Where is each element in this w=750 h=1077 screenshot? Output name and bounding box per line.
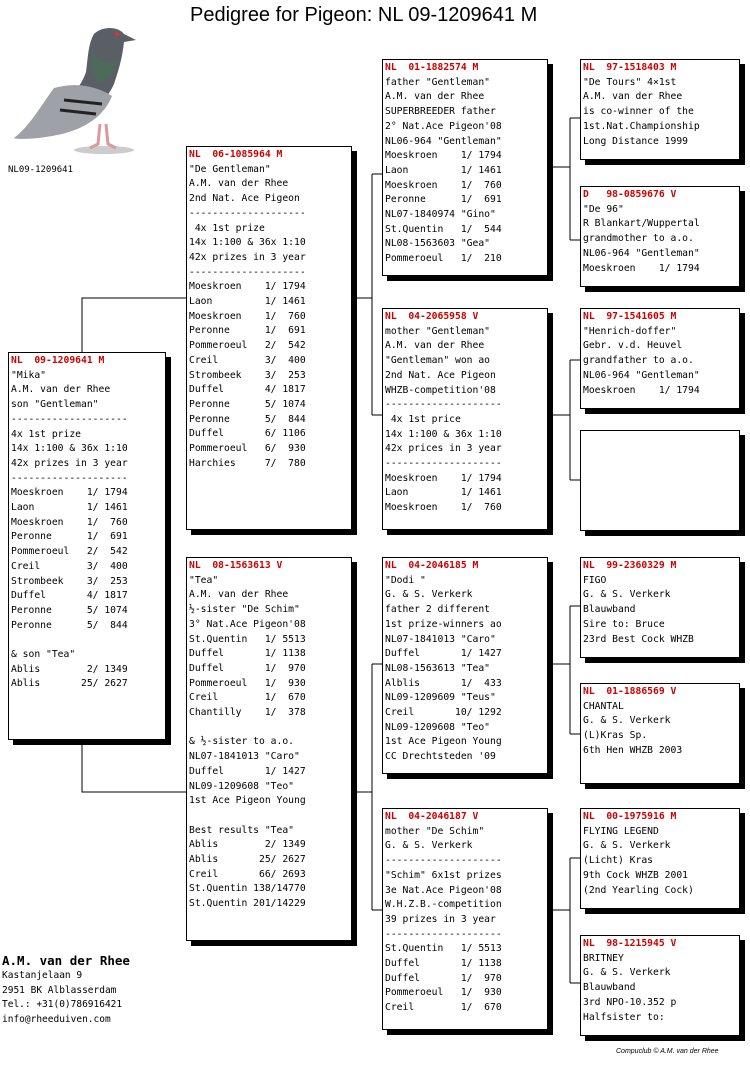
- pedigree-box-ggm-1: [580, 186, 740, 287]
- pedigree-line: Pommeroeul 1/ 210: [385, 253, 502, 265]
- pedigree-line: "Dodi ": [385, 574, 426, 586]
- ring-number: NL 04-2046187 V: [385, 811, 479, 822]
- pedigree-line: ½-sister "De Schim": [189, 604, 300, 616]
- pedigree-line: SUPERBREEDER father: [385, 106, 496, 118]
- pedigree-line: 2° Nat.Ace Pigeon'08: [385, 120, 502, 132]
- pedigree-line: Duffel 1/ 970: [385, 972, 502, 984]
- pedigree-line: St.Quentin 138/14770: [189, 883, 306, 895]
- pedigree-line: Alblis 1/ 433: [385, 677, 502, 689]
- pedigree-box-father: [186, 146, 352, 530]
- pedigree-line: G. & S. Verkerk: [583, 967, 671, 979]
- pedigree-line: Pommeroeul 1/ 930: [385, 987, 502, 999]
- pedigree-box-subject: [8, 352, 166, 740]
- pedigree-line: St.Quentin 1/ 5513: [189, 633, 306, 645]
- pedigree-line: Strombeek 3/ 253: [189, 369, 306, 381]
- pedigree-line: R Blankart/Wuppertal: [583, 218, 700, 230]
- pedigree-box-maternal-grandfather: [382, 557, 548, 774]
- owner-street: Kastanjelaan 9: [2, 970, 83, 981]
- pedigree-line: Moeskroen 1/ 1794: [189, 281, 306, 293]
- pedigree-line: A.M. van der Rhee: [583, 91, 683, 103]
- pedigree-line: Duffel 1/ 1138: [189, 648, 306, 660]
- pedigree-line: Moeskroen 1/ 1794: [583, 384, 700, 396]
- pedigree-box-ggf-2: [580, 308, 740, 409]
- pedigree-line: Duffel 1/ 970: [189, 662, 306, 674]
- pedigree-line: father 2 different: [385, 604, 490, 616]
- pedigree-line: --------------------: [189, 266, 306, 278]
- pedigree-line: 1st.Nat.Championship: [583, 120, 700, 132]
- pedigree-line: 42x prizes in 3 year: [11, 457, 128, 469]
- pedigree-line: BRITNEY: [583, 952, 624, 964]
- pedigree-line: Ablis 25/ 2627: [11, 678, 128, 690]
- owner-tel: Tel.: +31(0)786916421: [2, 999, 123, 1010]
- pedigree-line: St.Quentin 201/14229: [189, 898, 306, 910]
- pedigree-line: grandmother to a.o.: [583, 233, 694, 245]
- pedigree-line: father "Gentleman": [385, 76, 490, 88]
- pedigree-line: [189, 721, 349, 736]
- pedigree-line: mother "Gentleman": [385, 325, 490, 337]
- pedigree-line: 3e Nat.Ace Pigeon'08: [385, 884, 502, 896]
- ring-number: NL 97-1541605 M: [583, 311, 677, 322]
- pedigree-line: 9th Cock WHZB 2001: [583, 869, 688, 881]
- pedigree-line: 3rd NPO-10.352 p: [583, 996, 677, 1008]
- pedigree-line: Peronne 1/ 691: [11, 531, 128, 543]
- pedigree-line: & son "Tea": [11, 649, 76, 661]
- ring-number: NL 08-1563613 V: [189, 560, 283, 571]
- pedigree-line: A.M. van der Rhee: [11, 384, 111, 396]
- pedigree-line: NL09-1209608 "Teo": [385, 721, 490, 733]
- pedigree-line: [11, 633, 163, 648]
- pedigree-line: NL06-964 "Gentleman": [583, 247, 700, 259]
- pedigree-line: --------------------: [385, 458, 502, 470]
- ring-number: NL 04-2065958 V: [385, 311, 479, 322]
- pedigree-line: A.M. van der Rhee: [189, 589, 289, 601]
- pedigree-line: Ablis 2/ 1349: [11, 663, 128, 675]
- pedigree-line: "Schim" 6x1st prizes: [385, 869, 502, 881]
- pedigree-line: FLYING LEGEND: [583, 825, 659, 837]
- pedigree-line: Creil 10/ 1292: [385, 707, 502, 719]
- pedigree-line: --------------------: [189, 207, 306, 219]
- pedigree-line: Duffel 1/ 1138: [385, 958, 502, 970]
- pedigree-line: Moeskroen 1/ 1794: [385, 472, 502, 484]
- pedigree-line: Moeskroen 1/ 1794: [11, 487, 128, 499]
- pedigree-line: 6th Hen WHZB 2003: [583, 744, 683, 756]
- pedigree-line: 1st prize-winners ao: [385, 618, 502, 630]
- owner-email[interactable]: info@rheeduiven.com: [2, 1013, 111, 1025]
- ring-number: NL 06-1085964 M: [189, 149, 283, 160]
- credit: Compuclub © A.M. van der Rhee: [616, 1048, 719, 1055]
- pedigree-line: Creil 3/ 400: [11, 560, 128, 572]
- ring-number: NL 01-1882574 M: [385, 62, 479, 73]
- pedigree-line: Laon 1/ 1461: [11, 502, 128, 514]
- pedigree-line: mother "De Schim": [385, 825, 485, 837]
- pedigree-line: Peronne 5/ 844: [11, 619, 128, 631]
- pedigree-line: & ½-sister to a.o.: [189, 736, 294, 748]
- pedigree-line: NL06-964 "Gentleman": [583, 369, 700, 381]
- pedigree-line: Gebr. v.d. Heuvel: [583, 340, 683, 352]
- pedigree-line: Moeskroen 1/ 760: [385, 179, 502, 191]
- pedigree-line: G. & S. Verkerk: [385, 589, 473, 601]
- pedigree-line: Pommeroeul 2/ 542: [189, 340, 306, 352]
- pedigree-line: St.Quentin 1/ 544: [385, 223, 502, 235]
- pedigree-line: Duffel 4/ 1817: [11, 590, 128, 602]
- pedigree-box-ggm-2: [580, 430, 740, 531]
- pedigree-line: 23rd Best Cock WHZB: [583, 633, 694, 645]
- pedigree-box-mother: [186, 557, 352, 941]
- pedigree-line: NL08-1563613 "Tea": [385, 662, 490, 674]
- pedigree-line: --------------------: [385, 928, 502, 940]
- pedigree-line: FIGO: [583, 574, 607, 586]
- pedigree-line: Moeskroen 1/ 760: [11, 516, 128, 528]
- pedigree-line: NL06-964 "Gentleman": [385, 135, 502, 147]
- pedigree-box-ggf-3: [580, 557, 740, 658]
- pedigree-line: 39 prizes in 3 year: [385, 913, 496, 925]
- pedigree-line: --------------------: [11, 413, 128, 425]
- pedigree-line: NL07-1841013 "Caro": [189, 751, 300, 763]
- pedigree-line: Pommeroeul 2/ 542: [11, 546, 128, 558]
- pedigree-box-ggm-4: [580, 935, 740, 1036]
- pedigree-line: "Gentleman" won ao: [385, 355, 490, 367]
- pedigree-line: Ablis 2/ 1349: [189, 839, 306, 851]
- pedigree-line: is co-winner of the: [583, 106, 694, 118]
- ring-number: NL 98-1215945 V: [583, 938, 677, 949]
- pedigree-line: 4x 1st price: [385, 413, 461, 425]
- pedigree-line: Creil 66/ 2693: [189, 868, 306, 880]
- pedigree-line: grandfather to a.o.: [583, 355, 694, 367]
- owner-address: [2, 952, 130, 1027]
- pedigree-line: NL09-1209609 "Teus": [385, 692, 496, 704]
- pedigree-line: --------------------: [385, 399, 502, 411]
- pedigree-box-ggm-3: [580, 683, 740, 784]
- pedigree-line: Duffel 4/ 1817: [189, 384, 306, 396]
- ring-number: NL 09-1209641 M: [11, 355, 105, 366]
- pedigree-line: 42x prizes in 3 year: [189, 251, 306, 263]
- pedigree-line: A.M. van der Rhee: [189, 178, 289, 190]
- pedigree-line: "De Tours" 4×1st: [583, 76, 677, 88]
- pedigree-line: Blauwband: [583, 982, 636, 994]
- pedigree-line: 1st Ace Pigeon Young: [385, 736, 502, 748]
- pedigree-line: [189, 809, 349, 824]
- pigeon-id: NL09-1209641: [8, 165, 74, 175]
- pedigree-line: 42x prices in 3 year: [385, 443, 502, 455]
- pedigree-line: 14x 1:100 & 36x 1:10: [385, 428, 502, 440]
- pedigree-line: Peronne 5/ 1074: [189, 398, 306, 410]
- pedigree-line: "Henrich-doffer": [583, 325, 677, 337]
- pedigree-line: "Mika": [11, 369, 46, 381]
- pedigree-line: G. & S. Verkerk: [583, 715, 671, 727]
- pedigree-line: Moeskroen 1/ 1794: [385, 150, 502, 162]
- page-title: Pedigree for Pigeon: NL 09-1209641 M: [190, 4, 538, 26]
- pedigree-line: NL08-1563603 "Gea": [385, 238, 490, 250]
- pedigree-line: Strombeek 3/ 253: [11, 575, 128, 587]
- pedigree-line: G. & S. Verkerk: [583, 589, 671, 601]
- ring-number: NL 00-1975916 M: [583, 811, 677, 822]
- pedigree-line: Creil 1/ 670: [189, 692, 306, 704]
- pedigree-line: Long Distance 1999: [583, 135, 688, 147]
- pedigree-line: Laon 1/ 1461: [189, 296, 306, 308]
- pedigree-line: "De Gentleman": [189, 163, 271, 175]
- pedigree-line: Halfsister to:: [583, 1011, 665, 1023]
- pedigree-line: Harchies 7/ 780: [189, 457, 306, 469]
- pedigree-line: NL09-1209608 "Teo": [189, 780, 294, 792]
- pedigree-line: Duffel 1/ 1427: [385, 648, 502, 660]
- ring-number: NL 99-2360329 M: [583, 560, 677, 571]
- pedigree-line: G. & S. Verkerk: [583, 840, 671, 852]
- pedigree-line: CHANTAL: [583, 700, 624, 712]
- pedigree-line: Sire to: Bruce: [583, 618, 665, 630]
- pedigree-line: Moeskroen 1/ 760: [385, 502, 502, 514]
- pedigree-line: son "Gentleman": [11, 399, 99, 411]
- pedigree-line: WHZB-competition'08: [385, 384, 496, 396]
- ring-number: NL 01-1886569 V: [583, 686, 677, 697]
- pedigree-line: 1st Ace Pigeon Young: [189, 795, 306, 807]
- pedigree-line: A.M. van der Rhee: [385, 340, 485, 352]
- pedigree-line: Laon 1/ 1461: [385, 164, 502, 176]
- pedigree-line: NL07-1841013 "Caro": [385, 633, 496, 645]
- pedigree-line: Duffel 1/ 1427: [189, 765, 306, 777]
- pedigree-line: Peronne 1/ 691: [385, 194, 502, 206]
- pedigree-line: 4x 1st prize: [189, 222, 265, 234]
- pedigree-line: Peronne 5/ 844: [189, 413, 306, 425]
- pedigree-line: 14x 1:100 & 36x 1:10: [189, 237, 306, 249]
- pedigree-line: 2nd Nat. Ace Pigeon: [385, 369, 496, 381]
- ring-number: NL 04-2046185 M: [385, 560, 479, 571]
- pedigree-line: Pommeroeul 1/ 930: [189, 677, 306, 689]
- pedigree-line: A.M. van der Rhee: [385, 91, 485, 103]
- owner-city: 2951 BK Alblasserdam: [2, 984, 117, 996]
- ring-number: NL 97-1518403 M: [583, 62, 677, 73]
- pedigree-line: NL07-1840974 "Gino": [385, 209, 496, 221]
- pedigree-line: Creil 1/ 670: [385, 1002, 502, 1014]
- pedigree-line: Best results "Tea": [189, 824, 294, 836]
- pedigree-line: Blauwband: [583, 604, 636, 616]
- pedigree-line: Duffel 6/ 1106: [189, 428, 306, 440]
- pedigree-line: Creil 3/ 400: [189, 354, 306, 366]
- pedigree-line: (2nd Yearling Cock): [583, 884, 694, 896]
- pedigree-line: --------------------: [11, 472, 128, 484]
- pedigree-line: 2nd Nat. Ace Pigeon: [189, 193, 300, 205]
- pedigree-line: St.Quentin 1/ 5513: [385, 943, 502, 955]
- pedigree-line: Moeskroen 1/ 760: [189, 310, 306, 322]
- pedigree-box-maternal-grandmother: [382, 808, 548, 1030]
- owner-name: A.M. van der Rhee: [2, 953, 130, 968]
- pedigree-line: --------------------: [385, 855, 502, 867]
- pedigree-line: Pommeroeul 6/ 930: [189, 443, 306, 455]
- pedigree-line: Peronne 5/ 1074: [11, 604, 128, 616]
- pedigree-line: 4x 1st prize: [11, 428, 81, 440]
- pedigree-box-paternal-grandmother: [382, 308, 548, 530]
- pedigree-line: 3° Nat.Ace Pigeon'08: [189, 618, 306, 630]
- pedigree-line: Moeskroen 1/ 1794: [583, 262, 700, 274]
- pedigree-line: 14x 1:100 & 36x 1:10: [11, 443, 128, 455]
- ring-number: D 98-0859676 V: [583, 189, 677, 200]
- pedigree-line: (L)Kras Sp.: [583, 730, 648, 742]
- pedigree-line: Ablis 25/ 2627: [189, 854, 306, 866]
- pedigree-line: Chantilly 1/ 378: [189, 707, 306, 719]
- pedigree-line: (Licht) Kras: [583, 855, 653, 867]
- pedigree-line: Laon 1/ 1461: [385, 487, 502, 499]
- pedigree-line: Peronne 1/ 691: [189, 325, 306, 337]
- pedigree-box-ggf-1: [580, 59, 740, 160]
- pedigree-line: "Tea": [189, 574, 219, 586]
- pedigree-box-paternal-grandfather: [382, 59, 548, 276]
- pedigree-line: "De 96": [583, 203, 624, 215]
- pedigree-box-ggf-4: [580, 808, 740, 909]
- pedigree-line: G. & S. Verkerk: [385, 840, 473, 852]
- pedigree-line: W.H.Z.B.-competition: [385, 899, 502, 911]
- pedigree-line: CC Drechtsteden '09: [385, 751, 496, 763]
